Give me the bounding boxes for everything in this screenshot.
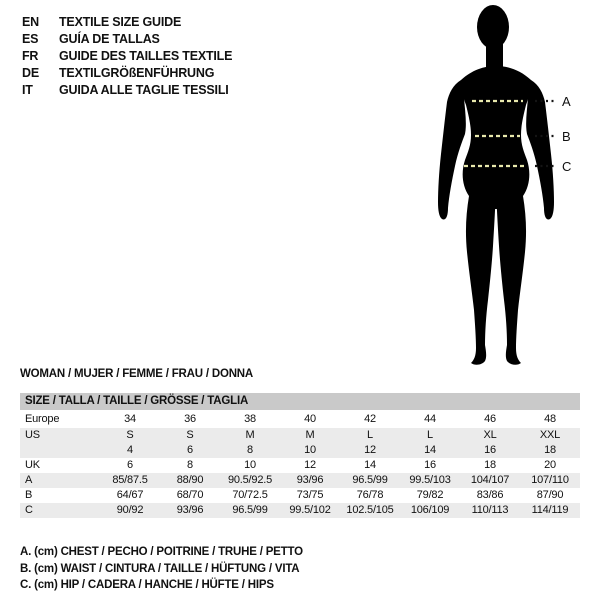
table-cell: 96.5/99 [352,474,388,486]
table-row-waist-b [20,488,580,503]
table-cell: 68/70 [176,489,204,501]
table-cell: 104/107 [470,474,510,486]
language-row-en [22,14,232,31]
table-cell: 79/82 [416,489,444,501]
language-label: GUIDA ALLE TAGLIE TESSILI [59,83,229,97]
table-cell: 70/72.5 [232,489,268,501]
table-cell: M [305,429,315,441]
table-cell: 40 [304,413,316,425]
silhouette-neck [486,40,503,67]
table-row-us-letters [20,428,580,443]
table-cell: 14 [424,444,436,456]
language-label: TEXTILE SIZE GUIDE [59,15,182,29]
table-cell: 16 [484,444,496,456]
woman-silhouette [438,5,554,365]
table-cell: S [126,429,134,441]
language-row-fr [22,48,232,65]
silhouette-right-arm [526,80,554,219]
table-row-uk [20,458,580,473]
row-label: Europe [25,413,60,425]
measurement-figure [420,0,600,380]
woman-silhouette-graphic [420,0,600,380]
legend-hip: C. (cm) HIP / CADERA / HANCHE / HÜFTE / HIPS [20,579,274,591]
table-row-hip-c [20,503,580,518]
table-cell: 14 [364,459,376,471]
table-cell: XXL [539,429,561,441]
table-cell: 96.5/99 [232,504,268,516]
row-label: C [25,504,33,516]
table-cell: 6 [187,444,193,456]
table-cell: 85/87.5 [112,474,148,486]
table-row-us-numbers [20,443,580,458]
table-cell: 10 [244,459,256,471]
section-title: WOMAN / MUJER / FEMME / FRAU / DONNA [20,368,254,380]
table-cell: 110/113 [471,504,509,516]
table-cell: 102.5/105 [346,504,394,516]
marker-label-a: A [562,94,571,109]
size-table-header: SIZE / TALLA / TAILLE / GRÖSSE / TAGLIA [20,393,580,410]
table-cell: 10 [304,444,316,456]
table-cell: 90.5/92.5 [227,474,273,486]
table-cell: 107/110 [531,474,569,486]
table-cell: 106/109 [410,504,450,516]
table-row-europe [20,410,580,428]
marker-label-c: C [562,159,572,174]
language-label: GUIDE DES TAILLES TEXTILE [59,49,233,63]
language-code: IT [22,83,33,97]
table-cell: 64/67 [116,489,144,501]
table-cell: L [427,429,433,441]
table-cell: 18 [484,459,496,471]
table-cell: 99.5/103 [409,474,451,486]
row-label: A [25,474,33,486]
table-cell: 83/86 [476,489,504,501]
size-table [20,393,580,518]
measurement-legend [20,544,303,594]
language-row-it [22,82,232,99]
table-cell: XL [483,429,497,441]
table-cell: 93/96 [296,474,324,486]
language-row-es [22,31,232,48]
legend-chest: A. (cm) CHEST / PECHO / POITRINE / TRUHE / PETTO [20,546,303,558]
language-code: FR [22,49,39,63]
table-cell: 18 [544,444,556,456]
table-cell: 6 [127,459,133,471]
table-cell: 8 [187,459,193,471]
table-cell: L [367,429,373,441]
table-cell: 12 [304,459,316,471]
row-label: UK [25,459,40,471]
table-cell: 88/90 [176,474,204,486]
table-cell: S [186,429,194,441]
table-cell: 4 [127,444,133,456]
table-cell: 46 [484,413,496,425]
table-cell: 73/75 [296,489,324,501]
table-cell: 20 [544,459,556,471]
table-cell: M [245,429,255,441]
table-cell: 16 [424,459,436,471]
table-cell: 114/119 [531,504,569,516]
table-cell: 48 [544,413,556,425]
table-cell: 42 [364,413,376,425]
table-cell: 93/96 [176,504,204,516]
marker-label-b: B [562,129,571,144]
table-cell: 99.5/102 [289,504,331,516]
silhouette-right-leg [497,196,527,365]
table-cell: 44 [424,413,436,425]
silhouette-left-arm [438,80,466,219]
language-code: EN [22,15,39,29]
row-label: US [25,429,40,441]
language-code: DE [22,66,39,80]
silhouette-torso [461,66,531,209]
silhouette-left-leg [466,196,496,365]
table-cell: 76/78 [356,489,384,501]
table-cell: 38 [244,413,256,425]
table-cell: 12 [364,444,376,456]
row-label: B [25,489,33,501]
language-code: ES [22,32,39,46]
table-cell: 87/90 [536,489,564,501]
table-cell: 34 [124,413,136,425]
language-label: GUÍA DE TALLAS [59,32,160,46]
table-row-chest-a [20,473,580,488]
language-list [22,14,232,99]
table-cell: 90/92 [116,504,144,516]
table-cell: 8 [247,444,253,456]
language-label: TEXTILGRÖßENFÜHRUNG [59,66,215,80]
row-label [20,443,100,458]
legend-waist: B. (cm) WAIST / CINTURA / TAILLE / HÜFTUNG / VITA [20,562,300,575]
table-cell: 36 [184,413,196,425]
language-row-de [22,65,232,82]
